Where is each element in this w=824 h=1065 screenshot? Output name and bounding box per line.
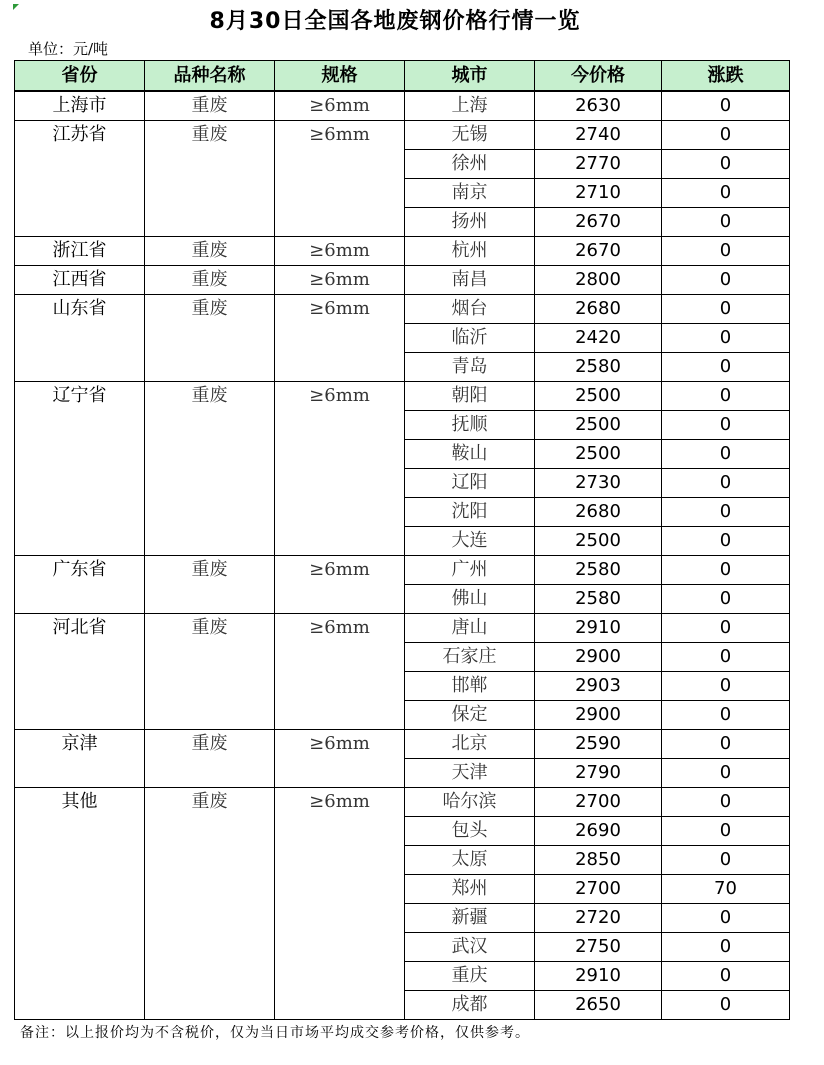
price-cell: 2580 (535, 585, 662, 614)
price-cell: 2690 (535, 817, 662, 846)
header-variety: 品种名称 (145, 61, 275, 92)
variety-cell: 重废 (145, 295, 275, 382)
spec-cell: ≥6mm (275, 556, 405, 614)
province-cell: 河北省 (15, 614, 145, 730)
change-cell: 0 (662, 382, 790, 411)
change-cell: 0 (662, 469, 790, 498)
spec-cell: ≥6mm (275, 266, 405, 295)
city-cell: 石家庄 (405, 643, 535, 672)
table-header-row (15, 61, 790, 92)
province-cell: 广东省 (15, 556, 145, 614)
change-cell: 0 (662, 411, 790, 440)
city-cell: 哈尔滨 (405, 788, 535, 817)
city-cell: 沈阳 (405, 498, 535, 527)
table-row (15, 266, 790, 295)
city-cell: 成都 (405, 991, 535, 1020)
change-cell: 0 (662, 672, 790, 701)
change-cell: 0 (662, 846, 790, 875)
city-cell: 徐州 (405, 150, 535, 179)
city-cell: 郑州 (405, 875, 535, 904)
price-cell: 2850 (535, 846, 662, 875)
change-cell: 0 (662, 324, 790, 353)
city-cell: 邯郸 (405, 672, 535, 701)
change-cell: 0 (662, 150, 790, 179)
change-cell: 0 (662, 498, 790, 527)
variety-cell: 重废 (145, 91, 275, 121)
variety-cell: 重废 (145, 382, 275, 556)
table-row (15, 614, 790, 643)
price-cell: 2910 (535, 614, 662, 643)
change-cell: 0 (662, 701, 790, 730)
price-cell: 2500 (535, 411, 662, 440)
price-cell: 2800 (535, 266, 662, 295)
change-cell: 0 (662, 759, 790, 788)
price-cell: 2630 (535, 91, 662, 121)
change-cell: 0 (662, 962, 790, 991)
price-cell: 2750 (535, 933, 662, 962)
change-cell: 0 (662, 817, 790, 846)
spec-cell: ≥6mm (275, 237, 405, 266)
spec-cell: ≥6mm (275, 730, 405, 788)
city-cell: 佛山 (405, 585, 535, 614)
header-spec: 规格 (275, 61, 405, 92)
price-cell: 2650 (535, 991, 662, 1020)
city-cell: 临沂 (405, 324, 535, 353)
change-cell: 0 (662, 643, 790, 672)
change-cell: 0 (662, 904, 790, 933)
header-change: 涨跌 (662, 61, 790, 92)
city-cell: 青岛 (405, 353, 535, 382)
change-cell: 0 (662, 527, 790, 556)
unit-label: 单位：元/吨 (28, 40, 109, 58)
city-cell: 广州 (405, 556, 535, 585)
province-cell: 其他 (15, 788, 145, 1020)
spec-cell: ≥6mm (275, 788, 405, 1020)
city-cell: 扬州 (405, 208, 535, 237)
change-cell: 0 (662, 991, 790, 1020)
city-cell: 天津 (405, 759, 535, 788)
table-row (15, 295, 790, 324)
city-cell: 重庆 (405, 962, 535, 991)
change-cell: 0 (662, 266, 790, 295)
spec-cell: ≥6mm (275, 121, 405, 237)
city-cell: 抚顺 (405, 411, 535, 440)
city-cell: 辽阳 (405, 469, 535, 498)
price-cell: 2500 (535, 440, 662, 469)
city-cell: 南昌 (405, 266, 535, 295)
price-cell: 2700 (535, 788, 662, 817)
change-cell: 0 (662, 585, 790, 614)
province-cell: 江西省 (15, 266, 145, 295)
price-cell: 2420 (535, 324, 662, 353)
city-cell: 朝阳 (405, 382, 535, 411)
price-cell: 2670 (535, 237, 662, 266)
price-cell: 2710 (535, 179, 662, 208)
price-cell: 2903 (535, 672, 662, 701)
price-cell: 2770 (535, 150, 662, 179)
province-cell: 山东省 (15, 295, 145, 382)
table-row (15, 556, 790, 585)
change-cell: 0 (662, 556, 790, 585)
city-cell: 杭州 (405, 237, 535, 266)
price-cell: 2900 (535, 701, 662, 730)
change-cell: 0 (662, 353, 790, 382)
city-cell: 武汉 (405, 933, 535, 962)
city-cell: 北京 (405, 730, 535, 759)
variety-cell: 重废 (145, 237, 275, 266)
change-cell: 0 (662, 614, 790, 643)
table-row (15, 788, 790, 817)
price-cell: 2720 (535, 904, 662, 933)
spec-cell: ≥6mm (275, 295, 405, 382)
city-cell: 新疆 (405, 904, 535, 933)
city-cell: 鞍山 (405, 440, 535, 469)
price-cell: 2730 (535, 469, 662, 498)
footnote: 备注：以上报价均为不含税价，仅为当日市场平均成交参考价格，仅供参考。 (20, 1025, 530, 1041)
price-cell: 2790 (535, 759, 662, 788)
change-cell: 70 (662, 875, 790, 904)
province-cell: 江苏省 (15, 121, 145, 237)
variety-cell: 重废 (145, 614, 275, 730)
variety-cell: 重废 (145, 556, 275, 614)
city-cell: 南京 (405, 179, 535, 208)
change-cell: 0 (662, 440, 790, 469)
header-city: 城市 (405, 61, 535, 92)
price-cell: 2500 (535, 382, 662, 411)
change-cell: 0 (662, 179, 790, 208)
header-province: 省份 (15, 61, 145, 92)
price-cell: 2500 (535, 527, 662, 556)
table-row (15, 91, 790, 121)
change-cell: 0 (662, 788, 790, 817)
change-cell: 0 (662, 91, 790, 121)
spec-cell: ≥6mm (275, 91, 405, 121)
price-cell: 2680 (535, 295, 662, 324)
variety-cell: 重废 (145, 730, 275, 788)
price-cell: 2910 (535, 962, 662, 991)
change-cell: 0 (662, 208, 790, 237)
price-cell: 2900 (535, 643, 662, 672)
city-cell: 唐山 (405, 614, 535, 643)
city-cell: 保定 (405, 701, 535, 730)
change-cell: 0 (662, 121, 790, 150)
city-cell: 上海 (405, 91, 535, 121)
table-row (15, 382, 790, 411)
table-body (15, 91, 790, 1020)
city-cell: 无锡 (405, 121, 535, 150)
change-cell: 0 (662, 295, 790, 324)
province-cell: 浙江省 (15, 237, 145, 266)
price-cell: 2680 (535, 498, 662, 527)
province-cell: 京津 (15, 730, 145, 788)
city-cell: 大连 (405, 527, 535, 556)
variety-cell: 重废 (145, 121, 275, 237)
price-cell: 2700 (535, 875, 662, 904)
price-cell: 2670 (535, 208, 662, 237)
price-cell: 2740 (535, 121, 662, 150)
header-price: 今价格 (535, 61, 662, 92)
change-cell: 0 (662, 237, 790, 266)
province-cell: 辽宁省 (15, 382, 145, 556)
city-cell: 太原 (405, 846, 535, 875)
city-cell: 包头 (405, 817, 535, 846)
price-table (14, 60, 790, 1020)
table-row (15, 121, 790, 150)
change-cell: 0 (662, 933, 790, 962)
variety-cell: 重废 (145, 266, 275, 295)
province-cell: 上海市 (15, 91, 145, 121)
table-row (15, 237, 790, 266)
spec-cell: ≥6mm (275, 382, 405, 556)
table-row (15, 730, 790, 759)
price-cell: 2580 (535, 353, 662, 382)
city-cell: 烟台 (405, 295, 535, 324)
price-cell: 2580 (535, 556, 662, 585)
page-title: 8月30日全国各地废钢价格行情一览 (209, 9, 581, 34)
change-cell: 0 (662, 730, 790, 759)
price-cell: 2590 (535, 730, 662, 759)
spec-cell: ≥6mm (275, 614, 405, 730)
variety-cell: 重废 (145, 788, 275, 1020)
